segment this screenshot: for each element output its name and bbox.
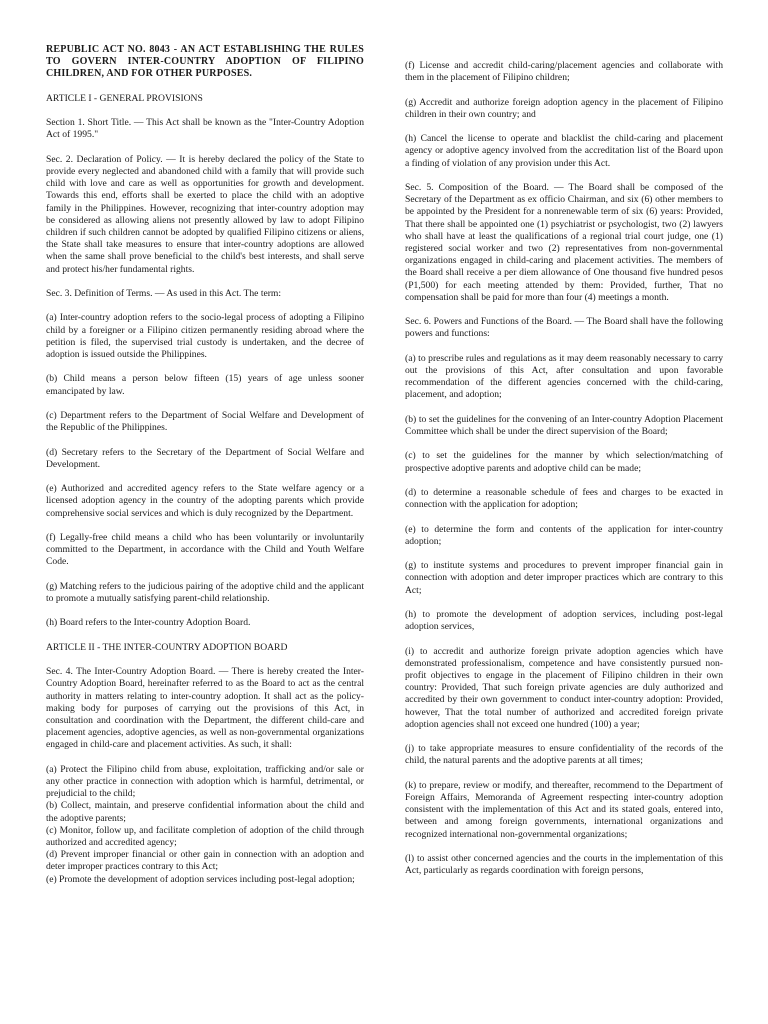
section-6: Sec. 6. Powers and Functions of the Board. — The Board shall have the following powers and functions:: [405, 316, 723, 340]
section-4-item-a: (a) Protect the Filipino child from abuse, exploitation, trafficking and/or sale or any other practice in connection with adoption which is harmful, detrimental, or prejudicial to the child;: [46, 763, 364, 800]
section-1: Section 1. Short Title. — This Act shall be known as the "Inter-Country Adoption Act of 1995.": [46, 117, 364, 141]
left-column: [46, 44, 364, 886]
definition-c: (c) Department refers to the Department of Social Welfare and Development of the Republic of the Philippines.: [46, 409, 364, 434]
definition-a: (a) Inter-country adoption refers to the socio-legal process of adopting a Filipino child by a foreigner or a Filipino citizen permanently residing abroad where the petition is filed, the supervised trial custody is undertaken, and the decree of adoption is issued outside the Philippines.: [46, 312, 364, 360]
section-6-item-b: (b) to set the guidelines for the convening of an Inter-country Adoption Placement Committee which shall be under the direct supervision of the Board;: [405, 413, 723, 437]
section-6-item-e: (e) to determine the form and contents of the application for inter-country adoption;: [405, 523, 723, 547]
definition-d: (d) Secretary refers to the Secretary of the Department of Social Welfare and Development.: [46, 446, 364, 470]
section-5: Sec. 5. Composition of the Board. — The Board shall be composed of the Secretary of the Department as ex officio Chairman, and six (6) other members to be appointed by the President for a nonrenewable term of six (6) years: Provided, That there shall be appointed one (1) psychiatrist or psychologist, two (2) lawyers who shall have at least the qualifications of a regional trial court judge, one (1) registered social worker and two (2) representatives from non-governmental organizations engaged in child-caring and placement activities. The members of the Board shall receive a per diem allowance of One thousand five hundred pesos (P1,500) for each meeting attended by them: Provided, further, That no compensation shall be paid for more than four (4) meetings a month.: [405, 181, 723, 303]
section-6-item-j: (j) to take appropriate measures to ensure confidentiality of the records of the child, the natural parents and the adoptive parents at all times;: [405, 743, 723, 767]
right-column: [405, 60, 723, 890]
section-6-item-h: (h) to promote the development of adoption services, including post-legal adoption services,: [405, 608, 723, 633]
article-heading-2: ARTICLE II - THE INTER-COUNTRY ADOPTION BOARD: [46, 641, 288, 653]
section-6-item-k: (k) to prepare, review or modify, and thereafter, recommend to the Department of Foreign Affairs, Memoranda of Agreement respecting inter-country adoption consistent with the implementation of this Act and its stated goals, entered into, between and among foreign governments, international organizations and recognized international non-governmental organizations;: [405, 779, 723, 840]
document-title: REPUBLIC ACT NO. 8043 - AN ACT ESTABLISHING THE RULES TO GOVERN INTER-COUNTRY ADOPTION OF FILIPINO CHILDREN, AND FOR OTHER PURPOSES.: [46, 44, 364, 80]
section-3: Sec. 3. Definition of Terms. — As used in this Act. The term:: [46, 288, 282, 299]
section-4-item-c: (c) Monitor, follow up, and facilitate completion of adoption of the child through authorized and accredited agency;: [46, 824, 364, 848]
section-4-item-d: (d) Prevent improper financial or other gain in connection with an adoption and deter improper practices contrary to this Act;: [46, 849, 364, 873]
section-4-item-b: (b) Collect, maintain, and preserve confidential information about the child and the adoptive parents;: [46, 800, 364, 824]
section-6-item-a: (a) to prescribe rules and regulations as it may deem reasonably necessary to carry out the provisions of this Act, after consultation and upon favorable recommendation of the different agencies concerned with the child-caring, placement, and adoption;: [405, 352, 723, 401]
section-2: Sec. 2. Declaration of Policy. — It is hereby declared the policy of the State to provide every neglected and abandoned child with a family that will provide such child with love and care as well as opportunities for growth and development. Towards this end, efforts shall be exerted to place the child with an adoptive family in the Philippines. However, recognizing that inter-country adoption may be considered as allowing aliens not presently allowed by law to adopt Filipino children if such children cannot be adopted by qualified Filipino citizens or aliens, the State shall take measures to ensure that inter-country adoptions are allowed when the same shall prove beneficial to the child's best interests, and shall serve and protect his/her fundamental rights.: [46, 153, 364, 275]
section-4-item-h: (h) Cancel the license to operate and blacklist the child-caring and placement agency or adoptive agency involved from the accreditation list of the Board upon a finding of violation of any provision under this Act.: [405, 133, 723, 169]
definition-f: (f) Legally-free child means a child who has been voluntarily or involuntarily committed to the Department, in accordance with the Child and Youth Welfare Code.: [46, 531, 364, 568]
section-6-item-i: (i) to accredit and authorize foreign private adoption agencies which have demonstrated professionalism, competence and have consistently pursued non-profit objectives to engage in the placement of Filipino children in their own country: Provided, That such foreign private agencies are duly authorized and accredited by their own government to conduct inter-country adoption: Provided, however, That the total number of authorized and accredited foreign private adoption agencies shall not exceed one hundred (100) a year;: [405, 645, 723, 730]
definition-b: (b) Child means a person below fifteen (15) years of age unless sooner emancipated by law.: [46, 373, 364, 397]
definition-g: (g) Matching refers to the judicious pairing of the adoptive child and the applicant to promote a mutually satisfying parent-child relationship.: [46, 580, 364, 604]
section-6-item-d: (d) to determine a reasonable schedule of fees and charges to be exacted in connection with the application for adoption;: [405, 486, 723, 511]
section-6-item-c: (c) to set the guidelines for the manner by which selection/matching of prospective adoptive parents and adoptive child can be made;: [405, 450, 723, 474]
definition-e: (e) Authorized and accredited agency refers to the State welfare agency or a licensed adoption agency in the country of the adopting parents which provide comprehensive social services and which is duly recognized by the Department.: [46, 483, 364, 519]
definition-h: (h) Board refers to the Inter-country Adoption Board.: [46, 617, 251, 629]
section-6-item-g: (g) to institute systems and procedures to prevent improper financial gain in connection with adoption and deter improper practices which are contrary to this Act;: [405, 560, 723, 596]
section-4-item-f: (f) License and accredit child-caring/placement agencies and collaborate with them in the placement of Filipino children;: [405, 60, 723, 84]
section-6-item-l: (l) to assist other concerned agencies and the courts in the implementation of this Act, particularly as regards coordination with foreign persons,: [405, 852, 723, 877]
section-4-item-e: (e) Promote the development of adoption services including post-legal adoption;: [46, 873, 355, 885]
section-4: Sec. 4. The Inter-Country Adoption Board. — There is hereby created the Inter-Country Adoption Board, hereinafter referred to as the Board to act as the central authority in matters relating to inter-country adoption. It shall act as the policy-making body for purposes of carrying out the provisions of this Act, in consultation and coordination with the Department, the different child-care and placement agencies, adoptive agencies, as well as non-governmental organizations engaged in child-care and placement activities. As such, it shall:: [46, 666, 364, 751]
section-4-item-g: (g) Accredit and authorize foreign adoption agency in the placement of Filipino children in their own country; and: [405, 96, 723, 120]
article-heading-1: ARTICLE I - GENERAL PROVISIONS: [46, 92, 203, 104]
